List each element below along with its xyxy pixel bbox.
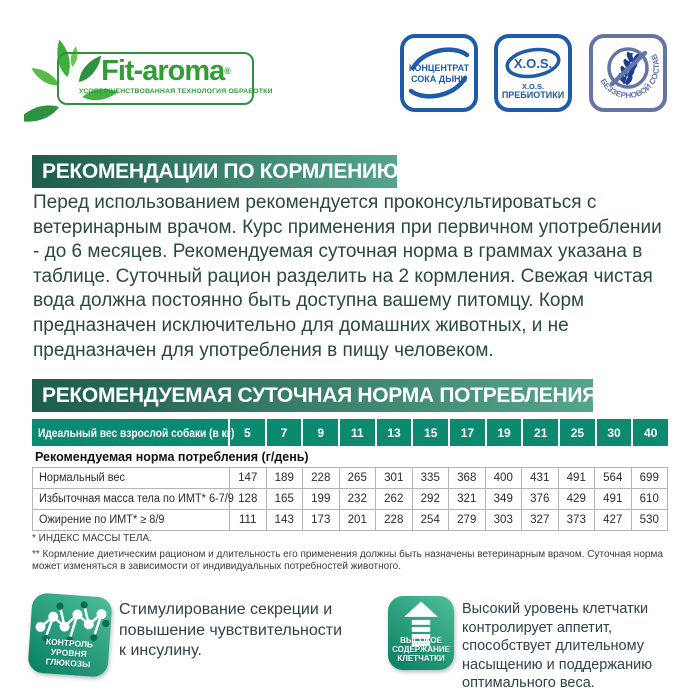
daily-norm-header: РЕКОМЕНДУЕМАЯ СУТОЧНАЯ НОРМА ПОТРЕБЛЕНИЯ [32,379,593,412]
weight-header-cell: 40 [633,419,668,446]
value-cell: 491 [594,489,631,509]
value-cell: 279 [448,510,485,530]
glucose-label-line2: ГЛЮКОЗЫ [45,656,91,670]
registered-mark: ® [224,66,230,76]
value-cell: 530 [631,510,668,530]
row-label [33,489,234,509]
value-cell: 143 [266,510,303,530]
value-cell: 349 [485,489,522,509]
value-cell: 491 [558,468,595,488]
weight-header-cell: 9 [303,419,338,446]
weight-header-cell: 5 [230,419,265,446]
fiber-benefit-text: Высокий уровень клетчатки контролирует аппетит, способствует длительному насыщению и поддержанию оптимального веса. [462,601,653,691]
xos-sub2: ПРЕБИОТИКИ [501,90,565,100]
weight-header-cell: 11 [340,419,375,446]
row-label-text: Избыточная масса тела по ИМТ* 6-7/9 [39,493,234,505]
value-cell: 429 [558,489,595,509]
weight-header-cell: 30 [597,419,632,446]
value-cell: 228 [302,468,339,488]
value-cell: 199 [302,489,339,509]
weight-header-cell: 15 [413,419,448,446]
xos-sub1: X.O.S. [521,82,545,91]
fiber-label-line3: КЛЕТЧАТКИ [397,654,445,663]
value-cell: 564 [594,468,631,488]
value-cell: 431 [521,468,558,488]
weight-header-cell: 17 [450,419,485,446]
fiber-label-line2: СОДЕРЖАНИЕ [392,645,450,654]
table-row [33,488,667,509]
xos-main-label: X.O.S. [513,56,553,71]
brand-name: Fit-aroma® [101,55,230,87]
grain-free-badge [589,34,667,112]
weight-header-cell: 25 [560,419,595,446]
feeding-recommendations-text: Перед использованием рекомендуется проконсультироваться с ветеринарным врачом. Курс применения при первичном употреблении - до 6 месяцев. Рекомендуемая суточная норма в граммах указана в таблице. Суточный рацион разделить на 2 кормления. Свежая чистая вода должна постоянно быть доступна вашему питомцу. Корм предназначен исключительно для домашних животных, и не предназначен для употребления в пищу человеком. [33,192,662,361]
table-row [33,468,667,488]
value-cell: 262 [375,489,412,509]
table-header-row [32,419,668,446]
fiber-icon-label [388,636,454,663]
melon-line2: СОКА ДЫНИ [411,73,467,84]
value-cell: 111 [229,510,266,530]
row-label-text: Ожирение по ИМТ* ≥ 8/9 [39,514,165,526]
feeding-recommendations-header: РЕКОМЕНДАЦИИ ПО КОРМЛЕНИЮ [32,155,397,188]
xos-prebiotics-badge [494,34,572,112]
value-cell: 128 [229,489,266,509]
table-row [33,509,667,530]
high-fiber-icon [388,596,454,670]
glucose-label-line1: КОНТРОЛЬ УРОВНЯ [45,636,94,660]
value-cell: 303 [485,510,522,530]
logo-frame [57,52,273,105]
feeding-norm-table [32,419,668,531]
footnotes [32,533,670,574]
value-cell: 228 [375,510,412,530]
value-cell: 189 [266,468,303,488]
ideal-weight-header-cell [32,419,235,446]
value-cell: 368 [448,468,485,488]
value-cell: 427 [594,510,631,530]
fiber-label-line1: ВЫСОКОЕ [400,636,442,645]
weight-header-cell: 19 [487,419,522,446]
footnote-diet: ** Кормление диетическим рационом и длительность его применения должны быть назначены ветеринарным врачом. Суточная норма может изменяться в зависимости от индивидуальных потребностей животного. [32,548,663,572]
value-cell: 699 [631,468,668,488]
value-cell: 292 [412,489,449,509]
weight-header-cell: 13 [377,419,412,446]
xos-sub-label [498,82,568,100]
value-cell: 173 [302,510,339,530]
weight-header-cell: 7 [267,419,302,446]
no-grain-icon [593,38,663,108]
glucose-icon-label [28,635,110,671]
glucose-control-icon [27,592,112,677]
value-cell: 301 [375,468,412,488]
value-cell: 254 [412,510,449,530]
row-label-text: Нормальный вес [39,472,125,484]
melon-line1: КОНЦЕНТРАТ [408,63,470,73]
value-cell: 165 [266,489,303,509]
value-cell: 201 [339,510,376,530]
brand-logo [0,0,280,130]
value-cell: 327 [521,510,558,530]
row-label [33,510,229,530]
melon-concentrate-badge [400,34,478,112]
value-cell: 373 [558,510,595,530]
value-cell: 147 [229,468,266,488]
value-cell: 610 [631,489,668,509]
table-subtitle [32,446,668,467]
grain-free-curved-label: БЕЗЗЕРНОВОЙ СОСТАВ [598,52,662,101]
value-cell: 265 [339,468,376,488]
value-cell: 335 [412,468,449,488]
ideal-weight-header-label: Идеальный вес взрослой собаки (в кг) [38,425,235,440]
value-cell: 400 [485,468,522,488]
melon-badge-label [404,63,474,84]
glucose-benefit-text: Стимулирование секреции и повышение чувствительности к инсулину. [119,601,343,659]
footnote-bmi: * ИНДЕКС МАССЫ ТЕЛА. [32,533,152,544]
value-cell: 321 [448,489,485,509]
table-subtitle-label: Рекомендуемая норма потребления (г/день) [35,449,309,464]
value-cell: 232 [339,489,376,509]
value-cell: 376 [521,489,558,509]
brand-tagline: УСОВЕРШЕНСТВОВАННАЯ ТЕХНОЛОГИЯ ОБРАБОТКИ [79,88,273,95]
weight-header-cell: 21 [523,419,558,446]
norm-rows [32,467,668,531]
row-label [33,468,229,488]
